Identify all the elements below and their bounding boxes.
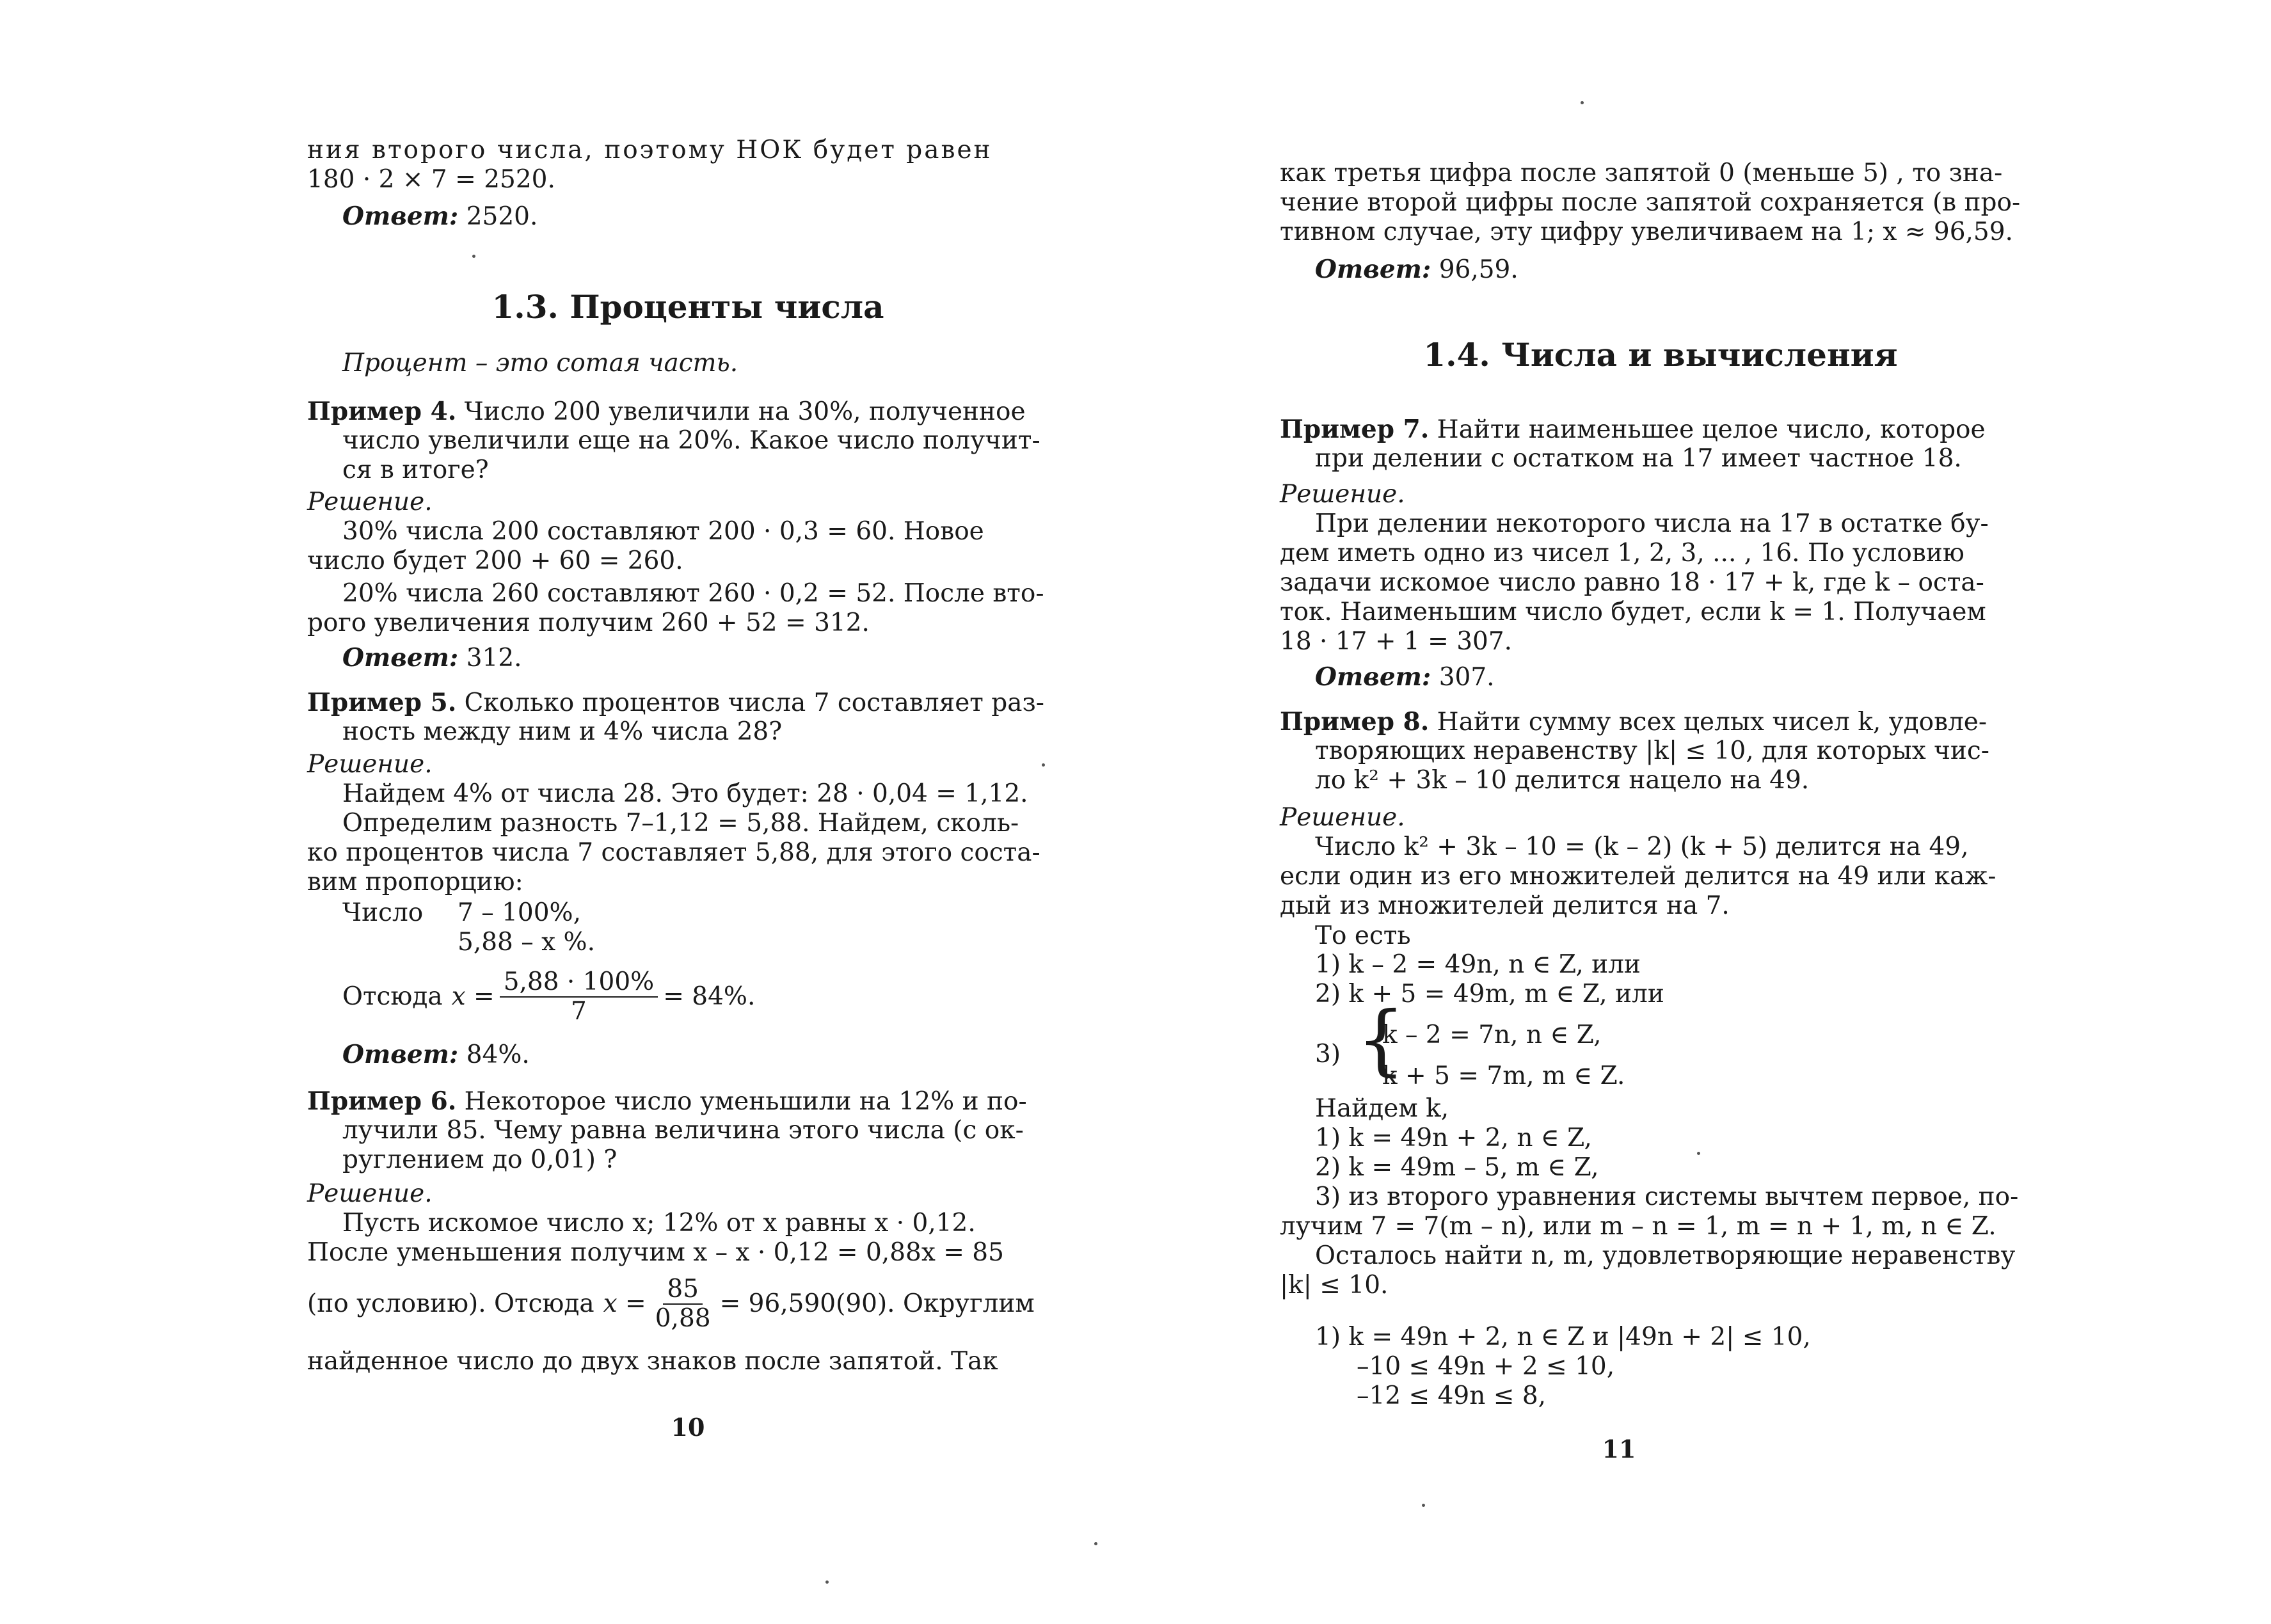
text-line: 30% числа 200 составляют 200 · 0,3 = 60. Новое xyxy=(342,517,984,546)
fraction-denominator: 7 xyxy=(571,997,587,1026)
equation-result: = 84%. xyxy=(663,982,756,1011)
right-page xyxy=(1280,0,2041,1624)
example-label: Пример 8. xyxy=(1280,707,1430,736)
text-line: число будет 200 + 60 = 260. xyxy=(307,546,683,575)
example-label: Пример 7. xyxy=(1280,415,1430,444)
answer-line xyxy=(1315,255,2041,285)
text-line: дый из множителей делится на 7. xyxy=(1280,891,1730,920)
definition-line: Процент – это сотая часть. xyxy=(342,349,738,378)
answer-label: Ответ: xyxy=(342,643,459,673)
text-line: ся в итоге? xyxy=(342,456,489,484)
text-line: 3) из второго уравнения системы вычтем первое, по- xyxy=(1315,1182,2019,1211)
page-number: 10 xyxy=(671,1413,705,1442)
answer-value: 307. xyxy=(1431,663,1495,692)
text-line: 18 · 17 + 1 = 307. xyxy=(1280,627,1513,656)
text-line: чение второй цифры после запятой сохраняется (в про- xyxy=(1280,188,2021,217)
text-segment: = 96,590(90). Округлим xyxy=(719,1289,1035,1318)
system-label: 3) xyxy=(1315,1040,1341,1069)
case-line: 1) k = 49n + 2, n ∈ Z, xyxy=(1315,1124,1592,1152)
solution-label: Решение. xyxy=(307,488,433,516)
fraction-denominator: 0,88 xyxy=(655,1304,711,1333)
answer-value: 84%. xyxy=(458,1040,530,1069)
fraction-line xyxy=(307,1273,1069,1335)
text-line: Определим разность 7–1,12 = 5,88. Найдем, сколь- xyxy=(342,809,1019,838)
text-line: вим пропорцию: xyxy=(307,868,523,896)
text-line: При делении некоторого числа на 17 в остатке бу- xyxy=(1315,509,1989,538)
text-line: ния второго числа, поэтому НОК будет равен xyxy=(307,136,992,164)
fraction xyxy=(651,1275,715,1333)
case-line: 2) k + 5 = 49m, m ∈ Z, или xyxy=(1315,980,1664,1008)
scan-speck xyxy=(472,255,475,258)
example-text: Найти наименьшее целое число, которое xyxy=(1429,415,1986,444)
text-line: дем иметь одно из чисел 1, 2, 3, ... , 16. По условию xyxy=(1280,539,1964,568)
example-label: Пример 6. xyxy=(307,1087,457,1116)
text-line: лучили 85. Чему равна величина этого числа (с ок- xyxy=(342,1116,1024,1145)
text-line: руглением до 0,01) ? xyxy=(342,1145,618,1174)
text-line: при делении с остатком на 17 имеет частное 18. xyxy=(1315,444,1962,473)
text-line: После уменьшения получим x – x · 0,12 = 0,88x = 85 xyxy=(307,1238,1004,1267)
answer-line xyxy=(342,202,1069,232)
system-brace-icon: { xyxy=(1357,996,1406,1085)
text-line: 180 · 2 × 7 = 2520. xyxy=(307,165,555,194)
text-line: |k| ≤ 10. xyxy=(1280,1271,1389,1300)
fraction xyxy=(500,968,658,1026)
answer-line xyxy=(342,643,1069,673)
text-line: 20% числа 260 составляют 260 · 0,2 = 52. После вто- xyxy=(342,579,1044,608)
case-line: –10 ≤ 49n + 2 ≤ 10, xyxy=(1357,1352,1615,1381)
example-line xyxy=(1280,707,2041,737)
left-page xyxy=(307,0,1069,1624)
proportion-row: 7 – 100%, xyxy=(458,898,582,927)
answer-line xyxy=(342,1040,1069,1070)
proportion-word: Число xyxy=(342,898,424,927)
text-line: Пусть искомое число x; 12% от x равны x · 0,12. xyxy=(342,1209,976,1238)
text-line: ло k² + 3k – 10 делится нацело на 49. xyxy=(1315,766,1810,795)
answer-value: 96,59. xyxy=(1431,255,1518,284)
case-line: –12 ≤ 49n ≤ 8, xyxy=(1357,1381,1547,1410)
solution-label: Решение. xyxy=(307,1179,433,1208)
answer-label: Ответ: xyxy=(342,1040,459,1069)
case-line: 1) k = 49n + 2, n ∈ Z и |49n + 2| ≤ 10, xyxy=(1315,1323,1811,1351)
text-line: ко процентов числа 7 составляет 5,88, для этого соста- xyxy=(307,838,1040,867)
equation-lhs: x = xyxy=(451,982,495,1011)
text-segment: (по условию). Отсюда xyxy=(307,1289,594,1318)
text-line: если один из его множителей делится на 49 или каж- xyxy=(1280,862,1996,891)
text-line: лучим 7 = 7(m – n), или m – n = 1, m = n + 1, m, n ∈ Z. xyxy=(1280,1212,1996,1241)
scan-speck xyxy=(1094,1542,1097,1545)
text-line: число увеличили еще на 20%. Какое число получит- xyxy=(342,426,1040,455)
text-line: Число k² + 3k – 10 = (k – 2) (k + 5) делится на 49, xyxy=(1315,832,1969,861)
text-line: как третья цифра после запятой 0 (меньше 5) , то зна- xyxy=(1280,159,2003,187)
text-line: рого увеличения получим 260 + 52 = 312. xyxy=(307,609,870,637)
section-heading: 1.3. Проценты числа xyxy=(491,288,884,326)
answer-label: Ответ: xyxy=(1315,662,1431,692)
answer-value: 2520. xyxy=(458,202,538,231)
fraction-numerator: 85 xyxy=(663,1275,703,1305)
example-label: Пример 4. xyxy=(307,397,457,426)
answer-value: 312. xyxy=(458,644,522,673)
fraction-line xyxy=(342,966,1069,1028)
proportion-row: 5,88 – x %. xyxy=(458,928,595,957)
example-text: Некоторое число уменьшили на 12% и по- xyxy=(456,1087,1027,1116)
system-row: k – 2 = 7n, n ∈ Z, xyxy=(1382,1021,1602,1049)
example-line xyxy=(1280,415,2041,445)
solution-label: Решение. xyxy=(307,750,433,779)
case-line: 2) k = 49m – 5, m ∈ Z, xyxy=(1315,1153,1599,1182)
answer-label: Ответ: xyxy=(342,202,459,231)
page-number: 11 xyxy=(1602,1435,1636,1463)
scan-speck xyxy=(1422,1504,1425,1507)
text-word: Отсюда xyxy=(342,982,443,1011)
section-heading: 1.4. Числа и вычисления xyxy=(1423,336,1898,374)
scan-speck xyxy=(825,1580,829,1584)
example-label: Пример 5. xyxy=(307,688,457,717)
example-text: Сколько процентов числа 7 составляет раз- xyxy=(456,689,1044,717)
text-line: задачи искомое число равно 18 · 17 + k, где k – оста- xyxy=(1280,568,1984,597)
text-line: Найдем k, xyxy=(1315,1094,1449,1123)
example-line xyxy=(307,397,1069,427)
example-text: Найти сумму всех целых чисел k, удовле- xyxy=(1429,708,1988,736)
text-line: Осталось найти n, m, удовлетворяющие неравенству xyxy=(1315,1241,2016,1270)
scan-speck xyxy=(1581,101,1584,104)
text-line: ток. Наименьшим число будет, если k = 1. Получаем xyxy=(1280,598,1986,626)
answer-label: Ответ: xyxy=(1315,255,1431,284)
text-line: творяющих неравенству |k| ≤ 10, для которых чис- xyxy=(1315,736,1989,765)
example-text: Число 200 увеличили на 30%, полученное xyxy=(456,397,1026,426)
text-line: тивном случае, эту цифру увеличиваем на 1; x ≈ 96,59. xyxy=(1280,218,2013,246)
example-line xyxy=(307,1087,1069,1117)
equation-lhs: x = xyxy=(603,1289,646,1318)
text-line: ность между ним и 4% числа 28? xyxy=(342,717,783,746)
answer-line xyxy=(1315,662,2041,692)
text-line: То есть xyxy=(1315,921,1411,950)
solution-label: Решение. xyxy=(1280,480,1405,509)
solution-label: Решение. xyxy=(1280,803,1405,832)
case-line: 1) k – 2 = 49n, n ∈ Z, или xyxy=(1315,950,1641,979)
system-row: k + 5 = 7m, m ∈ Z. xyxy=(1382,1062,1625,1090)
example-line xyxy=(307,688,1069,718)
text-line: найденное число до двух знаков после запятой. Так xyxy=(307,1347,998,1376)
text-line: Найдем 4% от числа 28. Это будет: 28 · 0,04 = 1,12. xyxy=(342,779,1028,808)
fraction-numerator: 5,88 · 100% xyxy=(500,968,658,998)
scan-speck xyxy=(1042,763,1045,767)
scan-speck xyxy=(1697,1152,1700,1155)
